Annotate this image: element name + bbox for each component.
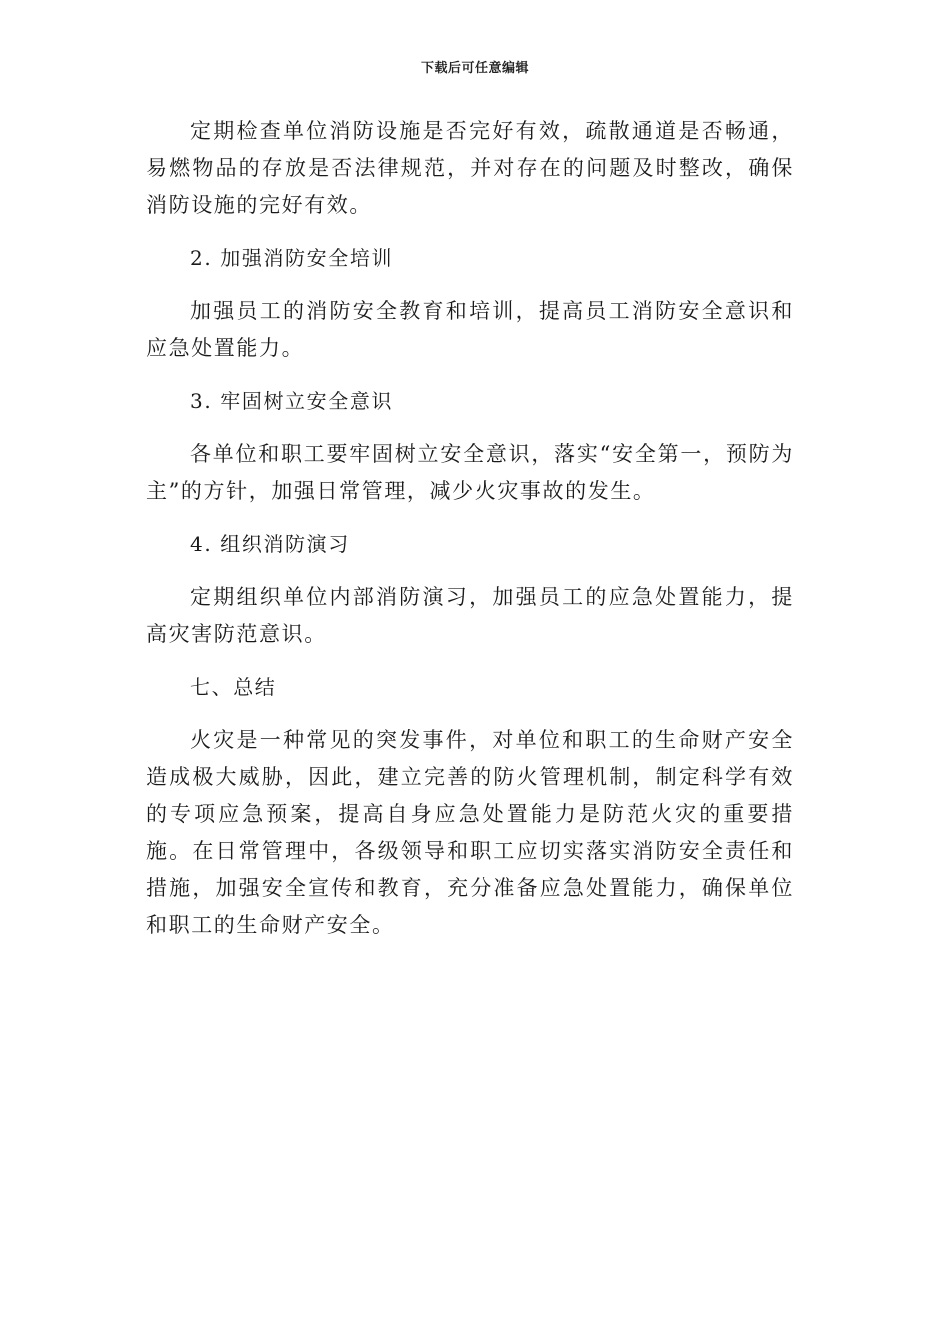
document-body <box>146 113 794 960</box>
paragraph-training: 加强员工的消防安全教育和培训，提高员工消防安全意识和应急处置能力。 <box>146 299 794 360</box>
paragraph-summary: 火灾是一种常见的突发事件，对单位和职工的生命财产安全造成极大威胁，因此，建立完善的防火管理机制，制定科学有效的专项应急预案，提高自身应急处置能力是防范火灾的重要措施。在日常管理中，各级领导和职工应切实落实消防安全责任和措施，加强安全宣传和教育，充分准备应急处置能力，确保单位和职工的生命财产安全。 <box>146 728 794 937</box>
paragraph-awareness: 各单位和职工要牢固树立安全意识，落实“安全第一，预防为主”的方针，加强日常管理，减少火灾事故的发生。 <box>146 442 794 503</box>
page-header-note: 下载后可任意编辑 <box>420 61 529 76</box>
section-heading-summary: 七、总结 <box>190 675 277 699</box>
paragraph-drill: 定期组织单位内部消防演习，加强员工的应急处置能力，提高灾害防范意识。 <box>146 585 794 646</box>
paragraph-facility-inspection: 定期检查单位消防设施是否完好有效，疏散通道是否畅通，易燃物品的存放是否法律规范，并对存在的问题及时整改，确保消防设施的完好有效。 <box>146 119 794 217</box>
section-heading-awareness: 3. 牢固树立安全意识 <box>190 389 394 413</box>
section-heading-drill: 4. 组织消防演习 <box>190 532 350 556</box>
section-heading-training: 2. 加强消防安全培训 <box>190 246 394 270</box>
